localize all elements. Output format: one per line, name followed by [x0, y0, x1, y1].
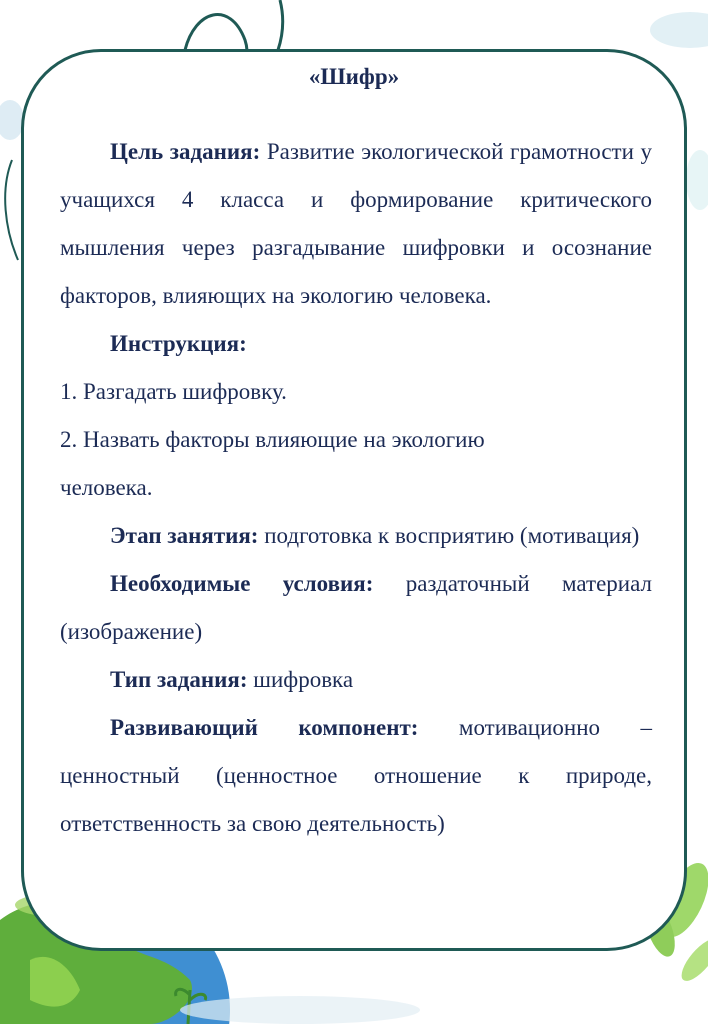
page-title: «Шифр»	[308, 64, 400, 89]
developing-paragraph	[60, 704, 652, 848]
stage-paragraph	[60, 512, 652, 560]
conditions-label: Необходимые условия:	[110, 571, 374, 596]
conditions-text: раздаточный материал (изображение)	[60, 571, 652, 644]
developing-label: Развивающий компонент:	[110, 715, 419, 740]
instruction-heading: Инструкция:	[110, 331, 247, 356]
goal-paragraph	[60, 128, 652, 320]
task-description	[60, 128, 652, 848]
stage-label: Этап занятия:	[110, 523, 259, 548]
watercolor-splash-top-right	[650, 12, 708, 48]
watercolor-splash-right	[686, 150, 708, 210]
task-type-label: Тип задания:	[110, 667, 248, 692]
developing-text: мотивационно – ценностный (ценностное отношение к природе, ответственность за свою деятельность)	[60, 715, 652, 836]
vine-left	[5, 160, 18, 260]
task-type-paragraph	[60, 656, 652, 704]
goal-label: Цель задания:	[110, 139, 261, 164]
instruction-step-1: 1. Разгадать шифровку.	[60, 379, 287, 404]
water-splash-bottom	[180, 996, 420, 1024]
goal-text: Развитие экологической грамотности у учащихся 4 класса и формирование критического мышления через разгадывание шифровки и осознание факторов, влияющих на экологию человека.	[60, 139, 652, 308]
vine-line-top	[278, 0, 283, 50]
instruction-step-2: 2. Назвать факторы влияющие на экологию	[60, 427, 485, 452]
conditions-paragraph	[60, 560, 652, 656]
task-type-text: шифровка	[247, 667, 354, 692]
stage-text: подготовка к восприятию (мотивация)	[258, 523, 640, 548]
instruction-step-2-continuation: человека.	[60, 475, 153, 500]
